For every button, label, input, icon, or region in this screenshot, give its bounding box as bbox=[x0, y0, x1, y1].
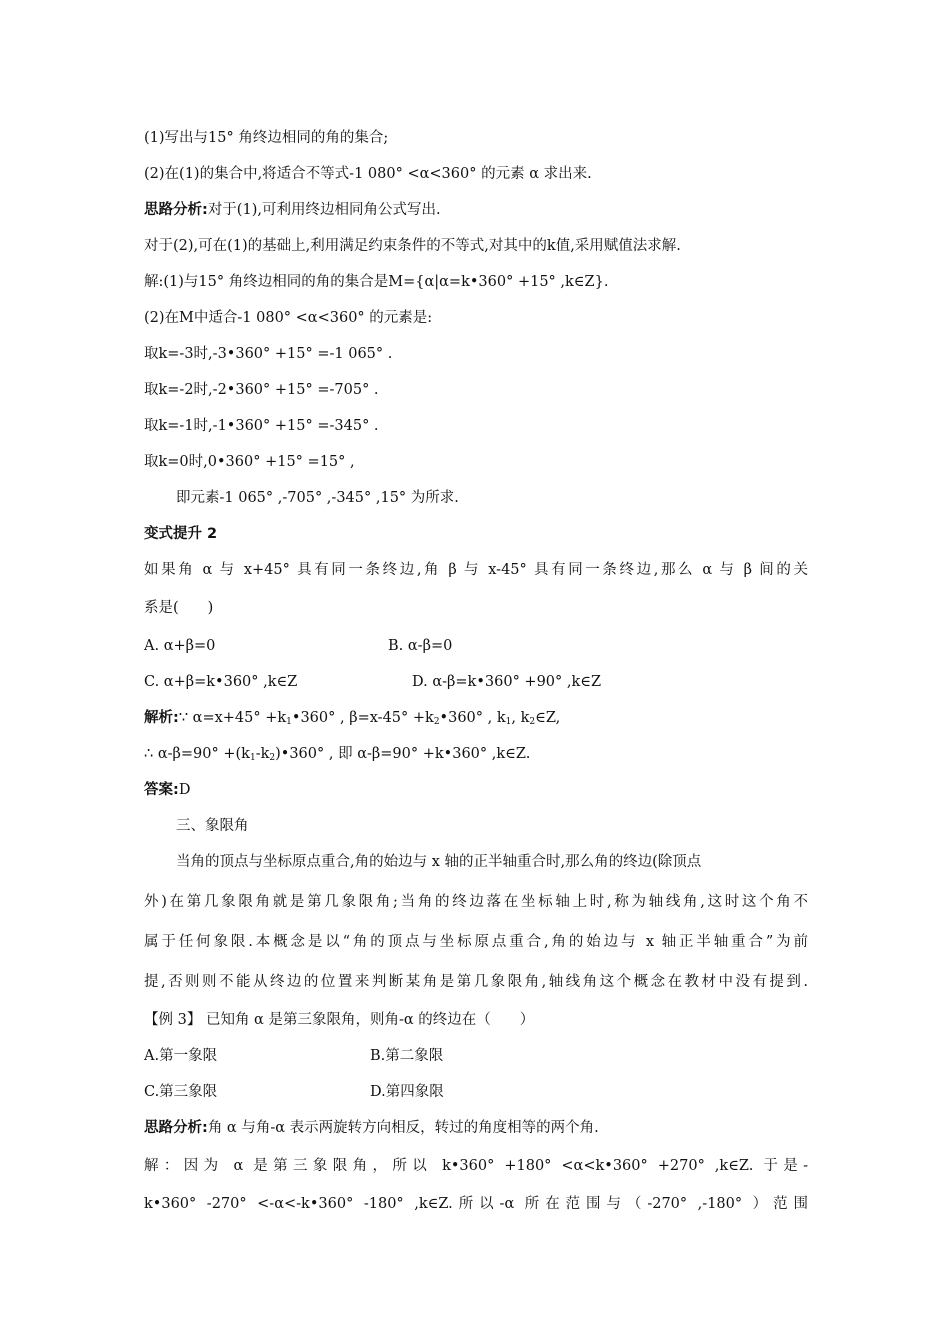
section-heading: 三、象限角 bbox=[176, 818, 249, 834]
therefore-text: )•360° , 即 α-β=90° +k•360° ,k∈Z. bbox=[275, 746, 531, 762]
explanation-text: •360° , k bbox=[439, 710, 506, 726]
solution-conclusion: 即元素-1 065° ,-705° ,-345° ,15° 为所求. bbox=[176, 490, 459, 506]
question-part-2: (2)在(1)的集合中,将适合不等式-1 080° <α<360° 的元素 α 求出来. bbox=[144, 166, 592, 182]
explanation-text: ∈Z, bbox=[535, 710, 561, 726]
option-c: C. α+β=k•360° ,k∈Z bbox=[144, 674, 298, 690]
example-3-solution-line-1: 解：因为 α 是第三象限角，所以 k•360° +180° <α<k•360° +270° ,k∈Z. 于是- bbox=[144, 1158, 808, 1174]
concept-paragraph-line-4: 提,否则则不能从终边的位置来判断某角是第几象限角,轴线角这个概念在教材中没有提到. bbox=[144, 974, 808, 990]
case-k-minus-2: 取k=-2时,-2•360° +15° =-705° . bbox=[144, 382, 379, 398]
analysis-more: 对于(2),可在(1)的基础上,利用满足约束条件的不等式,对其中的k值,采用赋值法求解. bbox=[144, 238, 681, 254]
case-k-0: 取k=0时,0•360° +15° =15° , bbox=[144, 454, 355, 470]
variant-explanation bbox=[144, 708, 560, 732]
solution-part-2: (2)在M中适合-1 080° <α<360° 的元素是: bbox=[144, 310, 433, 326]
therefore-text: ∴ α-β=90° +(k bbox=[144, 746, 250, 762]
example-3-option-a: A.第一象限 bbox=[144, 1048, 218, 1064]
example-3-analysis bbox=[144, 1118, 599, 1138]
solution-part-1: 解:(1)与15° 角终边相同的角的集合是M={α|α=k•360° +15° ,k∈Z}. bbox=[144, 274, 609, 290]
variant-question-line-2: 系是( ) bbox=[144, 600, 214, 616]
case-k-minus-1: 取k=-1时,-1•360° +15° =-345° . bbox=[144, 418, 379, 434]
therefore-text: -k bbox=[255, 746, 270, 762]
subscript: 1 bbox=[286, 717, 292, 727]
explanation-text: ∵ α=x+45° +k bbox=[178, 710, 287, 726]
concept-paragraph-line-2: 外)在第几象限角就是第几象限角;当角的终边落在坐标轴上时,称为轴线角,这时这个角不 bbox=[144, 894, 808, 910]
explanation-label: 解析: bbox=[144, 710, 179, 726]
option-d: D. α-β=k•360° +90° ,k∈Z bbox=[412, 674, 602, 690]
analysis-text: 对于(1),可利用终边相同角公式写出. bbox=[207, 202, 441, 218]
case-k-minus-3: 取k=-3时,-3•360° +15° =-1 065° . bbox=[144, 346, 393, 362]
concept-paragraph-line-3: 属于任何象限.本概念是以“角的顶点与坐标原点重合,角的始边与 x 轴正半轴重合”为前 bbox=[144, 934, 808, 950]
variant-title: 变式提升 2 bbox=[144, 526, 218, 542]
example-3-option-d: D.第四象限 bbox=[370, 1084, 444, 1100]
variant-question-line-1: 如果角 α 与 x+45° 具有同一条终边,角 β 与 x-45° 具有同一条终边,那么 α 与 β 间的关 bbox=[144, 562, 808, 578]
option-a: A. α+β=0 bbox=[144, 638, 216, 654]
subscript: 2 bbox=[529, 717, 536, 727]
answer-label: 答案: bbox=[144, 782, 179, 798]
example-3-option-c: C.第三象限 bbox=[144, 1084, 218, 1100]
example-3-question: 【例 3】 已知角 α 是第三象限角，则角-α 的终边在（ ） bbox=[144, 1012, 535, 1028]
subscript: 2 bbox=[269, 753, 276, 763]
option-b: B. α-β=0 bbox=[388, 638, 453, 654]
concept-paragraph-line-1: 当角的顶点与坐标原点重合,角的始边与 x 轴的正半轴重合时,那么角的终边(除顶点 bbox=[176, 854, 702, 870]
subscript: 1 bbox=[505, 717, 512, 727]
explanation-text: •360° , β=x-45° +k bbox=[291, 710, 434, 726]
question-part-1: (1)写出与15° 角终边相同的角的集合; bbox=[144, 130, 389, 146]
analysis-label: 思路分析: bbox=[144, 202, 208, 218]
example-3-analysis-text: 角 α 与角-α 表示两旋转方向相反，转过的角度相等的两个角. bbox=[207, 1120, 599, 1136]
answer-value: D bbox=[178, 782, 191, 798]
example-3-analysis-label: 思路分析: bbox=[144, 1120, 208, 1136]
example-3-solution-line-2: k•360° -270° <-α<-k•360° -180° ,k∈Z.所以-α 所在范围与（-270° ,-180° ）范围 bbox=[144, 1196, 808, 1212]
subscript: 2 bbox=[433, 717, 440, 727]
variant-therefore bbox=[144, 744, 530, 768]
explanation-text: , k bbox=[511, 710, 530, 726]
subscript: 1 bbox=[249, 753, 256, 763]
variant-answer bbox=[144, 780, 190, 800]
example-3-option-b: B.第二象限 bbox=[370, 1048, 444, 1064]
analysis-line bbox=[144, 200, 441, 220]
